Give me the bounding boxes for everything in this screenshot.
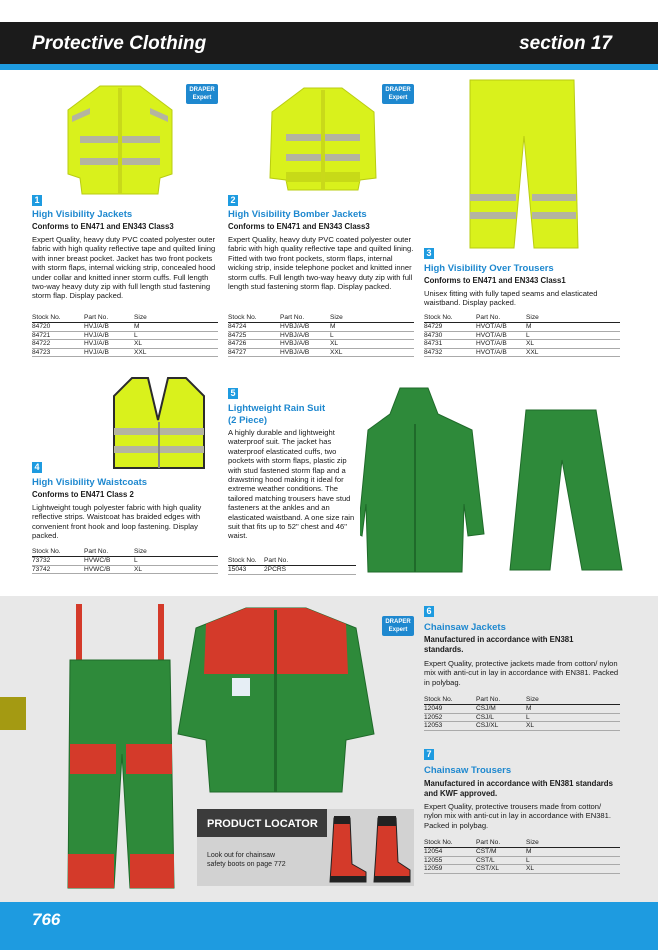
table-row: 12052 CSJ/L L — [424, 713, 620, 721]
product-table — [424, 696, 620, 731]
chainsaw-trousers-image — [60, 604, 180, 894]
product-description: Expert Quality, protective trousers made from cotton/ nylon mix with anti-cut in lay in accordance with EN381. Packed in polybag. — [424, 802, 611, 830]
product-locator-title: PRODUCT LOCATOR — [207, 818, 318, 830]
table-row: 84720 HVJ/A/B M — [32, 323, 218, 331]
product-description: Lightweight tough polyester fabric with high quality reflective strips. Waistcoat has braided edges with convenient front hook and loop fastening. Display packed. — [32, 503, 202, 541]
product-title: Chainsaw Trousers — [424, 765, 512, 776]
table-row: 84732 HVOT/A/B XXL — [424, 348, 620, 356]
table-row: 84722 HVJ/A/B XL — [32, 340, 218, 348]
product-description: Expert Quality, protective jackets made from cotton/ nylon mix with anti-cut in lay in accordance with EN381. Packed in polybag. — [424, 659, 619, 687]
bomber-jacket-image — [262, 78, 384, 196]
table-row: 84725 HVBJ/A/B L — [228, 331, 414, 339]
col-part: Part No. — [476, 314, 526, 323]
table-row: 84727 HVBJ/A/B XXL — [228, 348, 414, 356]
product-title: High Visibility Over Trousers — [424, 263, 554, 274]
col-stock: Stock No. — [424, 314, 476, 323]
col-part: Part No. — [280, 314, 330, 323]
product-number: 1 — [32, 195, 42, 206]
rain-suit-image — [360, 384, 628, 578]
product-number: 7 — [424, 749, 434, 760]
table-row: 84723 HVJ/A/B XXL — [32, 348, 218, 356]
product-table — [228, 557, 356, 575]
chainsaw-jacket-image — [176, 604, 376, 800]
table-row: 12055 CST/L L — [424, 856, 620, 864]
col-size: Size — [330, 314, 414, 323]
draper-expert-logo-3: DRAPER Expert — [382, 616, 414, 636]
page-number: 766 — [32, 910, 61, 929]
col-stock: Stock No. — [32, 548, 84, 557]
hivis-jacket-image — [60, 78, 180, 198]
table-row: 84730 HVOT/A/B L — [424, 331, 620, 339]
product-title: Lightweight Rain Suit — [228, 403, 326, 414]
product-locator-text: Look out for chainsaw safety boots on page 772 — [207, 852, 286, 868]
table-row: 84726 HVBJ/A/B XL — [228, 340, 414, 348]
product-description: A highly durable and lightweight waterproof suit. The jacket has waterproof elasticated cuffs, two pockets with storm flaps, plastic zip with stud fastened storm flap and a drawstring hood making it ideal for extreme weather conditions. The tailored matching trousers have stud fasteners at the ankles and an elasticated waistband. A one size rain suit that fits up to 52" chest and 46" waist. — [228, 428, 355, 541]
product-table — [424, 314, 620, 357]
product-description: Expert Quality, heavy duty PVC coated polyester outer fabric with high quality reflective tape and quilted lining with inner breast pocket. Jacket has two front pockets with storm flaps, internal wicking strip, concealed hood under collar and knitted inner storm cuffs. Full length two-way heavy duty zip with full length stud fastening storm flap. Display packed. — [32, 235, 216, 301]
product-subtitle: Manufactured in accordance with EN381 standards. — [424, 635, 574, 654]
col-size: Size — [526, 696, 620, 705]
product-description: Unisex fitting with fully taped seams and elasticated waistband. Display packed. — [424, 289, 598, 308]
product-subtitle: Conforms to EN471 and EN343 Class1 — [424, 276, 566, 285]
draper-expert-logo-2: DRAPER Expert — [382, 84, 414, 104]
col-part: Part No. — [264, 557, 314, 566]
product-description: Expert Quality, heavy duty PVC coated polyester outer fabric with high quality reflective tape and quilted lining. Fitted with two front pockets, storm flaps, internal wicking strip, inside telephone pocket and knitted inner storm cuffs. Full length two-way heavy duty zip with full length stud fastening storm flap. Display packed. — [228, 235, 414, 292]
product-number: 3 — [424, 248, 434, 259]
table-row: 12049 CSJ/M M — [424, 705, 620, 713]
table-row: 84731 HVOT/A/B XL — [424, 340, 620, 348]
page-title: Protective Clothing — [32, 33, 207, 54]
section-tab — [0, 697, 26, 730]
table-row: 73732 HVWC/B L — [32, 557, 218, 565]
footer-bar — [0, 902, 658, 950]
col-part: Part No. — [84, 548, 134, 557]
col-size: Size — [134, 314, 218, 323]
product-title: High Visibility Jackets — [32, 209, 133, 220]
waistcoat-image — [106, 374, 212, 472]
col-stock: Stock No. — [424, 696, 476, 705]
col-part: Part No. — [476, 696, 526, 705]
col-part: Part No. — [84, 314, 134, 323]
table-row: 15043 2PCRS — [228, 566, 356, 574]
product-subtitle: Conforms to EN471 Class 2 — [32, 490, 134, 499]
section-label: section 17 — [519, 33, 612, 54]
product-number: 5 — [228, 388, 238, 399]
col-stock: Stock No. — [228, 314, 280, 323]
draper-expert-logo: DRAPER Expert — [186, 84, 218, 104]
col-stock: Stock No. — [32, 314, 84, 323]
product-title: High Visibility Waistcoats — [32, 477, 148, 488]
table-row: 73742 HVWC/B XL — [32, 565, 218, 573]
product-subtitle: Conforms to EN471 and EN343 Class3 — [228, 222, 370, 231]
table-row: 12059 CST/XL XL — [424, 865, 620, 873]
safety-boots-image — [326, 812, 412, 884]
header-stripe — [0, 64, 658, 70]
over-trousers-image — [462, 76, 582, 252]
col-stock: Stock No. — [424, 839, 476, 848]
product-table — [228, 314, 414, 357]
table-row: 84724 HVBJ/A/B M — [228, 323, 414, 331]
col-size: Size — [526, 314, 620, 323]
product-title: Chainsaw Jackets — [424, 622, 506, 633]
table-row: 12054 CST/M M — [424, 848, 620, 856]
product-subtitle: Manufactured in accordance with EN381 standards and KWF approved. — [424, 779, 613, 798]
product-number: 6 — [424, 606, 434, 617]
col-size: Size — [526, 839, 620, 848]
col-stock: Stock No. — [228, 557, 264, 566]
product-title-line2: (2 Piece) — [228, 415, 268, 426]
col-size: Size — [134, 548, 218, 557]
product-title: High Visibility Bomber Jackets — [228, 209, 367, 220]
table-row: 12053 CSJ/XL XL — [424, 722, 620, 730]
product-number: 2 — [228, 195, 238, 206]
product-subtitle: Conforms to EN471 and EN343 Class3 — [32, 222, 174, 231]
product-number: 4 — [32, 462, 42, 473]
table-row: 84721 HVJ/A/B L — [32, 331, 218, 339]
product-table — [32, 314, 218, 357]
table-row: 84729 HVOT/A/B M — [424, 323, 620, 331]
col-part: Part No. — [476, 839, 526, 848]
product-table — [32, 548, 218, 574]
product-table — [424, 839, 620, 874]
